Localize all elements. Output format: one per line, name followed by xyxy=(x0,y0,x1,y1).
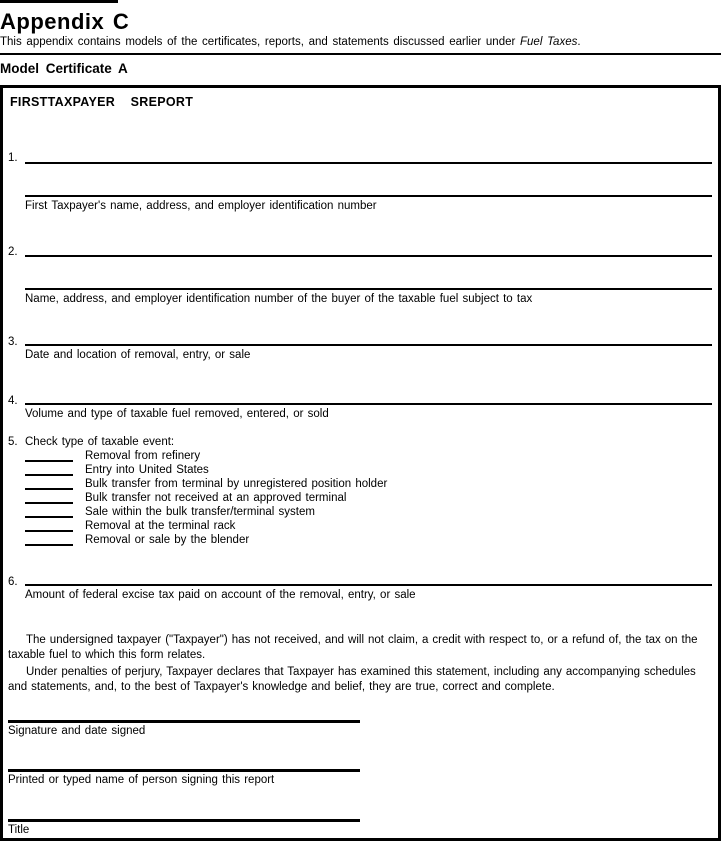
checklist-option-label: Bulk transfer from terminal by unregistered position holder xyxy=(85,478,388,490)
certificate-box xyxy=(0,85,721,841)
page-title: Appendix C xyxy=(0,9,130,34)
top-section-divider xyxy=(0,0,118,3)
checklist-row xyxy=(3,534,718,548)
item-2-number: 2. xyxy=(8,246,18,258)
item-6-caption: Amount of federal excise tax paid on account of the removal, entry, or sale xyxy=(25,589,416,601)
checklist-row xyxy=(3,506,718,520)
checklist-blank-line xyxy=(25,502,73,504)
checklist-blank-line xyxy=(25,530,73,532)
section-heading: Model Certificate A xyxy=(0,61,128,76)
item-1-fill-line-a xyxy=(25,162,712,164)
item-2-caption: Name, address, and employer identification number of the buyer of the taxable fuel subject to tax xyxy=(25,293,533,305)
checklist-option-label: Sale within the bulk transfer/terminal system xyxy=(85,506,315,518)
item-3-number: 3. xyxy=(8,336,18,348)
checklist-row xyxy=(3,464,718,478)
item-3-caption: Date and location of removal, entry, or sale xyxy=(25,349,251,361)
title-line xyxy=(8,819,360,822)
item-1-caption: First Taxpayer's name, address, and employer identification number xyxy=(25,200,377,212)
checklist-blank-line xyxy=(25,516,73,518)
item-1-number: 1. xyxy=(8,152,18,164)
checklist-blank-line xyxy=(25,474,73,476)
section-divider xyxy=(0,53,721,55)
checklist-row xyxy=(3,450,718,464)
checklist-blank-line xyxy=(25,460,73,462)
checklist-blank-line xyxy=(25,544,73,546)
item-4-fill-line xyxy=(25,403,712,405)
checklist-row xyxy=(3,478,718,492)
form-title: FIRSTTAXPAYER SREPORT xyxy=(10,95,194,109)
item-6-fill-line xyxy=(25,584,712,586)
checklist-option-label: Removal or sale by the blender xyxy=(85,534,250,546)
printed-name-line xyxy=(8,769,360,772)
checklist-row xyxy=(3,520,718,534)
intro-prefix: This appendix contains models of the certificates, reports, and statements discussed earlier under xyxy=(0,36,521,48)
signature-line xyxy=(8,720,360,723)
checklist-option-label: Bulk transfer not received at an approved terminal xyxy=(85,492,347,504)
declaration-paragraph-2: Under penalties of perjury, Taxpayer declares that Taxpayer has examined this statement, including any accompanying schedules and statements, and, to the best of Taxpayer's knowledge and belief, they are true, correct and complete. xyxy=(8,666,696,693)
checklist-option-label: Removal at the terminal rack xyxy=(85,520,236,532)
item-4-number: 4. xyxy=(8,395,18,407)
intro-italic-reference: Fuel Taxes xyxy=(520,36,578,48)
item-2-fill-line-b xyxy=(25,288,712,290)
checklist-row xyxy=(3,492,718,506)
item-4-caption: Volume and type of taxable fuel removed, entered, or sold xyxy=(25,408,329,420)
printed-name-caption: Printed or typed name of person signing this report xyxy=(8,774,275,786)
checklist-option-label: Entry into United States xyxy=(85,464,209,476)
item-5-number: 5. xyxy=(8,436,18,448)
intro-suffix: . xyxy=(577,36,581,48)
title-caption: Title xyxy=(8,824,30,836)
signature-caption: Signature and date signed xyxy=(8,725,146,737)
item-1-fill-line-b xyxy=(25,195,712,197)
item-3-fill-line xyxy=(25,344,712,346)
item-5-label: Check type of taxable event: xyxy=(25,436,175,448)
intro-text xyxy=(0,36,721,48)
item-6-number: 6. xyxy=(8,576,18,588)
item-2-fill-line-a xyxy=(25,255,712,257)
declaration-paragraph-1: The undersigned taxpayer ("Taxpayer") has not received, and will not claim, a credit with respect to, or a refund of, the tax on the taxable fuel to which this form relates. xyxy=(8,634,698,661)
checklist-option-label: Removal from refinery xyxy=(85,450,201,462)
checklist-blank-line xyxy=(25,488,73,490)
